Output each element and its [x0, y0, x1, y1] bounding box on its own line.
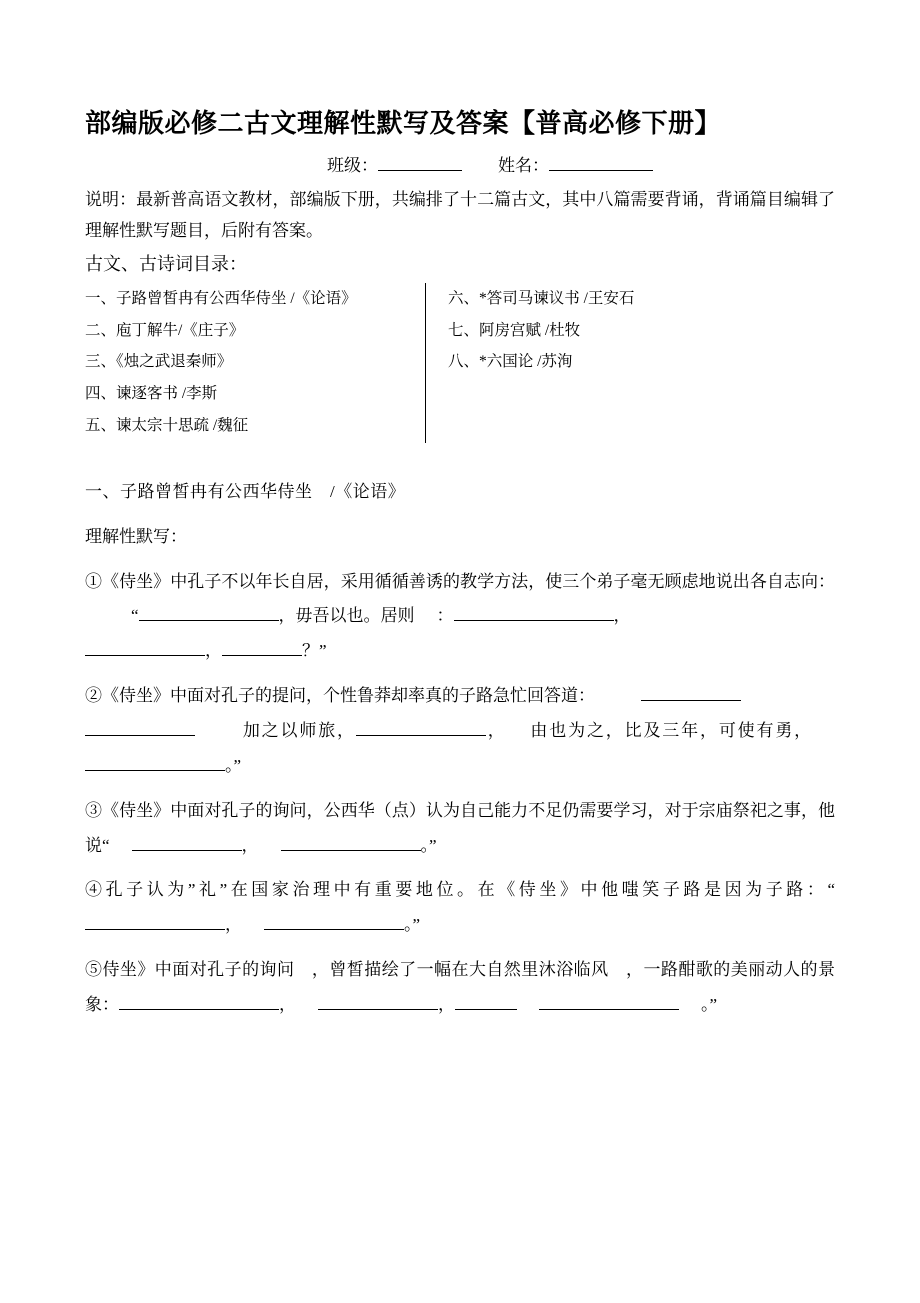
question-text: 侍坐》中面对孔子的询问 ，曾皙描绘了一幅在大自然里沐浴临风 ，一路酣歌的美丽动人的景象：	[85, 960, 835, 1014]
catalog-item: 三、《烛之武退秦师》	[85, 353, 233, 371]
question-number: ④	[85, 880, 106, 900]
answer-blank[interactable]	[356, 715, 486, 736]
catalog-item: 七、阿房宫赋 /杜牧	[448, 321, 581, 339]
question-text: ，	[225, 915, 242, 935]
answer-blank[interactable]	[455, 989, 517, 1010]
question-text: ，	[485, 720, 507, 740]
question-item-4	[85, 873, 835, 943]
question-text: 。”	[404, 915, 421, 935]
quote-open: “	[131, 606, 139, 626]
answer-blank[interactable]	[281, 830, 421, 851]
question-number: ⑤	[85, 960, 103, 980]
header-fields	[85, 151, 835, 176]
question-text: ？”	[302, 641, 327, 661]
catalog-column-right	[425, 283, 748, 443]
catalog	[85, 283, 835, 443]
name-label: 姓名：	[498, 155, 549, 175]
catalog-item: 八、*六国论 /苏洵	[448, 353, 573, 371]
answer-blank[interactable]	[222, 636, 302, 657]
question-number: ③	[85, 800, 103, 820]
question-text: 加之以师旅，	[241, 720, 356, 740]
question-text: ，毋吾以也。居则	[278, 606, 415, 626]
section-subheading: 理解性默写：	[85, 526, 187, 546]
question-text: ，	[613, 606, 631, 626]
question-text: ：	[436, 606, 454, 626]
question-text: ，	[241, 835, 259, 855]
question-text: 《侍坐》中面对孔子的询问，公西华（点）认为自己能力不足仍需要学习，对于宗庙祭祀之事，他说“	[85, 800, 835, 855]
name-input-blank[interactable]	[549, 170, 653, 171]
question-text: 《侍坐》中面对孔子的提问，个性鲁莽却率真的子路急忙回答道：	[102, 686, 595, 706]
question-item-1	[85, 565, 835, 670]
question-text: 。”	[225, 755, 242, 775]
answer-blank[interactable]	[641, 681, 741, 702]
question-text: ，	[205, 641, 222, 661]
catalog-item: 五、谏太宗十思疏 /魏征	[85, 416, 249, 434]
catalog-item: 四、谏逐客书 /李斯	[85, 385, 218, 403]
catalog-column-left	[85, 283, 425, 442]
answer-blank[interactable]	[539, 989, 679, 1010]
question-text: 。”	[420, 835, 437, 855]
class-label: 班级：	[327, 155, 378, 175]
page-title: 部编版必修二古文理解性默写及答案【普高必修下册】	[85, 109, 722, 138]
answer-blank[interactable]	[85, 715, 195, 736]
answer-blank[interactable]	[132, 830, 242, 851]
question-text: 孔子认为”礼”在国家治理中有重要地位。在《侍坐》中他嗤笑子路是因为子路：“	[105, 880, 835, 900]
question-text: ，	[279, 994, 296, 1014]
answer-blank[interactable]	[454, 601, 614, 622]
question-item-5	[85, 953, 835, 1023]
question-number: ①	[85, 571, 103, 591]
answer-blank[interactable]	[85, 910, 225, 931]
section-title: 一、子路曾皙冉有公西华侍坐 /《论语》	[85, 481, 406, 501]
question-item-2	[85, 679, 835, 784]
class-input-blank[interactable]	[378, 170, 462, 171]
question-text: 《侍坐》中孔子不以年长自居，采用循循善诱的教学方法，使三个弟子毫无顾虑地说出各自志向：	[102, 571, 835, 591]
question-text: 。”	[701, 994, 718, 1014]
catalog-item: 二、庖丁解牛/《庄子》	[85, 321, 245, 339]
answer-blank[interactable]	[85, 750, 225, 771]
document-note: 说明：最新普高语文教材，部编版下册，共编排了十二篇古文，其中八篇需要背诵，背诵篇目编辑了理解性默写题目，后附有答案。	[85, 189, 835, 240]
question-text: ，	[438, 994, 455, 1014]
document-content	[85, 108, 835, 1023]
question-item-3	[85, 794, 835, 864]
question-text: 由也为之，比及三年，可使有勇，	[528, 720, 814, 740]
answer-blank[interactable]	[85, 636, 205, 657]
answer-blank[interactable]	[139, 601, 279, 622]
answer-blank[interactable]	[264, 910, 404, 931]
question-number: ②	[85, 686, 102, 706]
catalog-item: 六、*答司马谏议书 /王安石	[448, 289, 635, 307]
catalog-heading: 古文、古诗词目录：	[85, 254, 247, 275]
catalog-item: 一、子路曾皙冉有公西华侍坐 /《论语》	[85, 289, 357, 307]
answer-blank[interactable]	[318, 989, 438, 1010]
answer-blank[interactable]	[119, 989, 279, 1010]
